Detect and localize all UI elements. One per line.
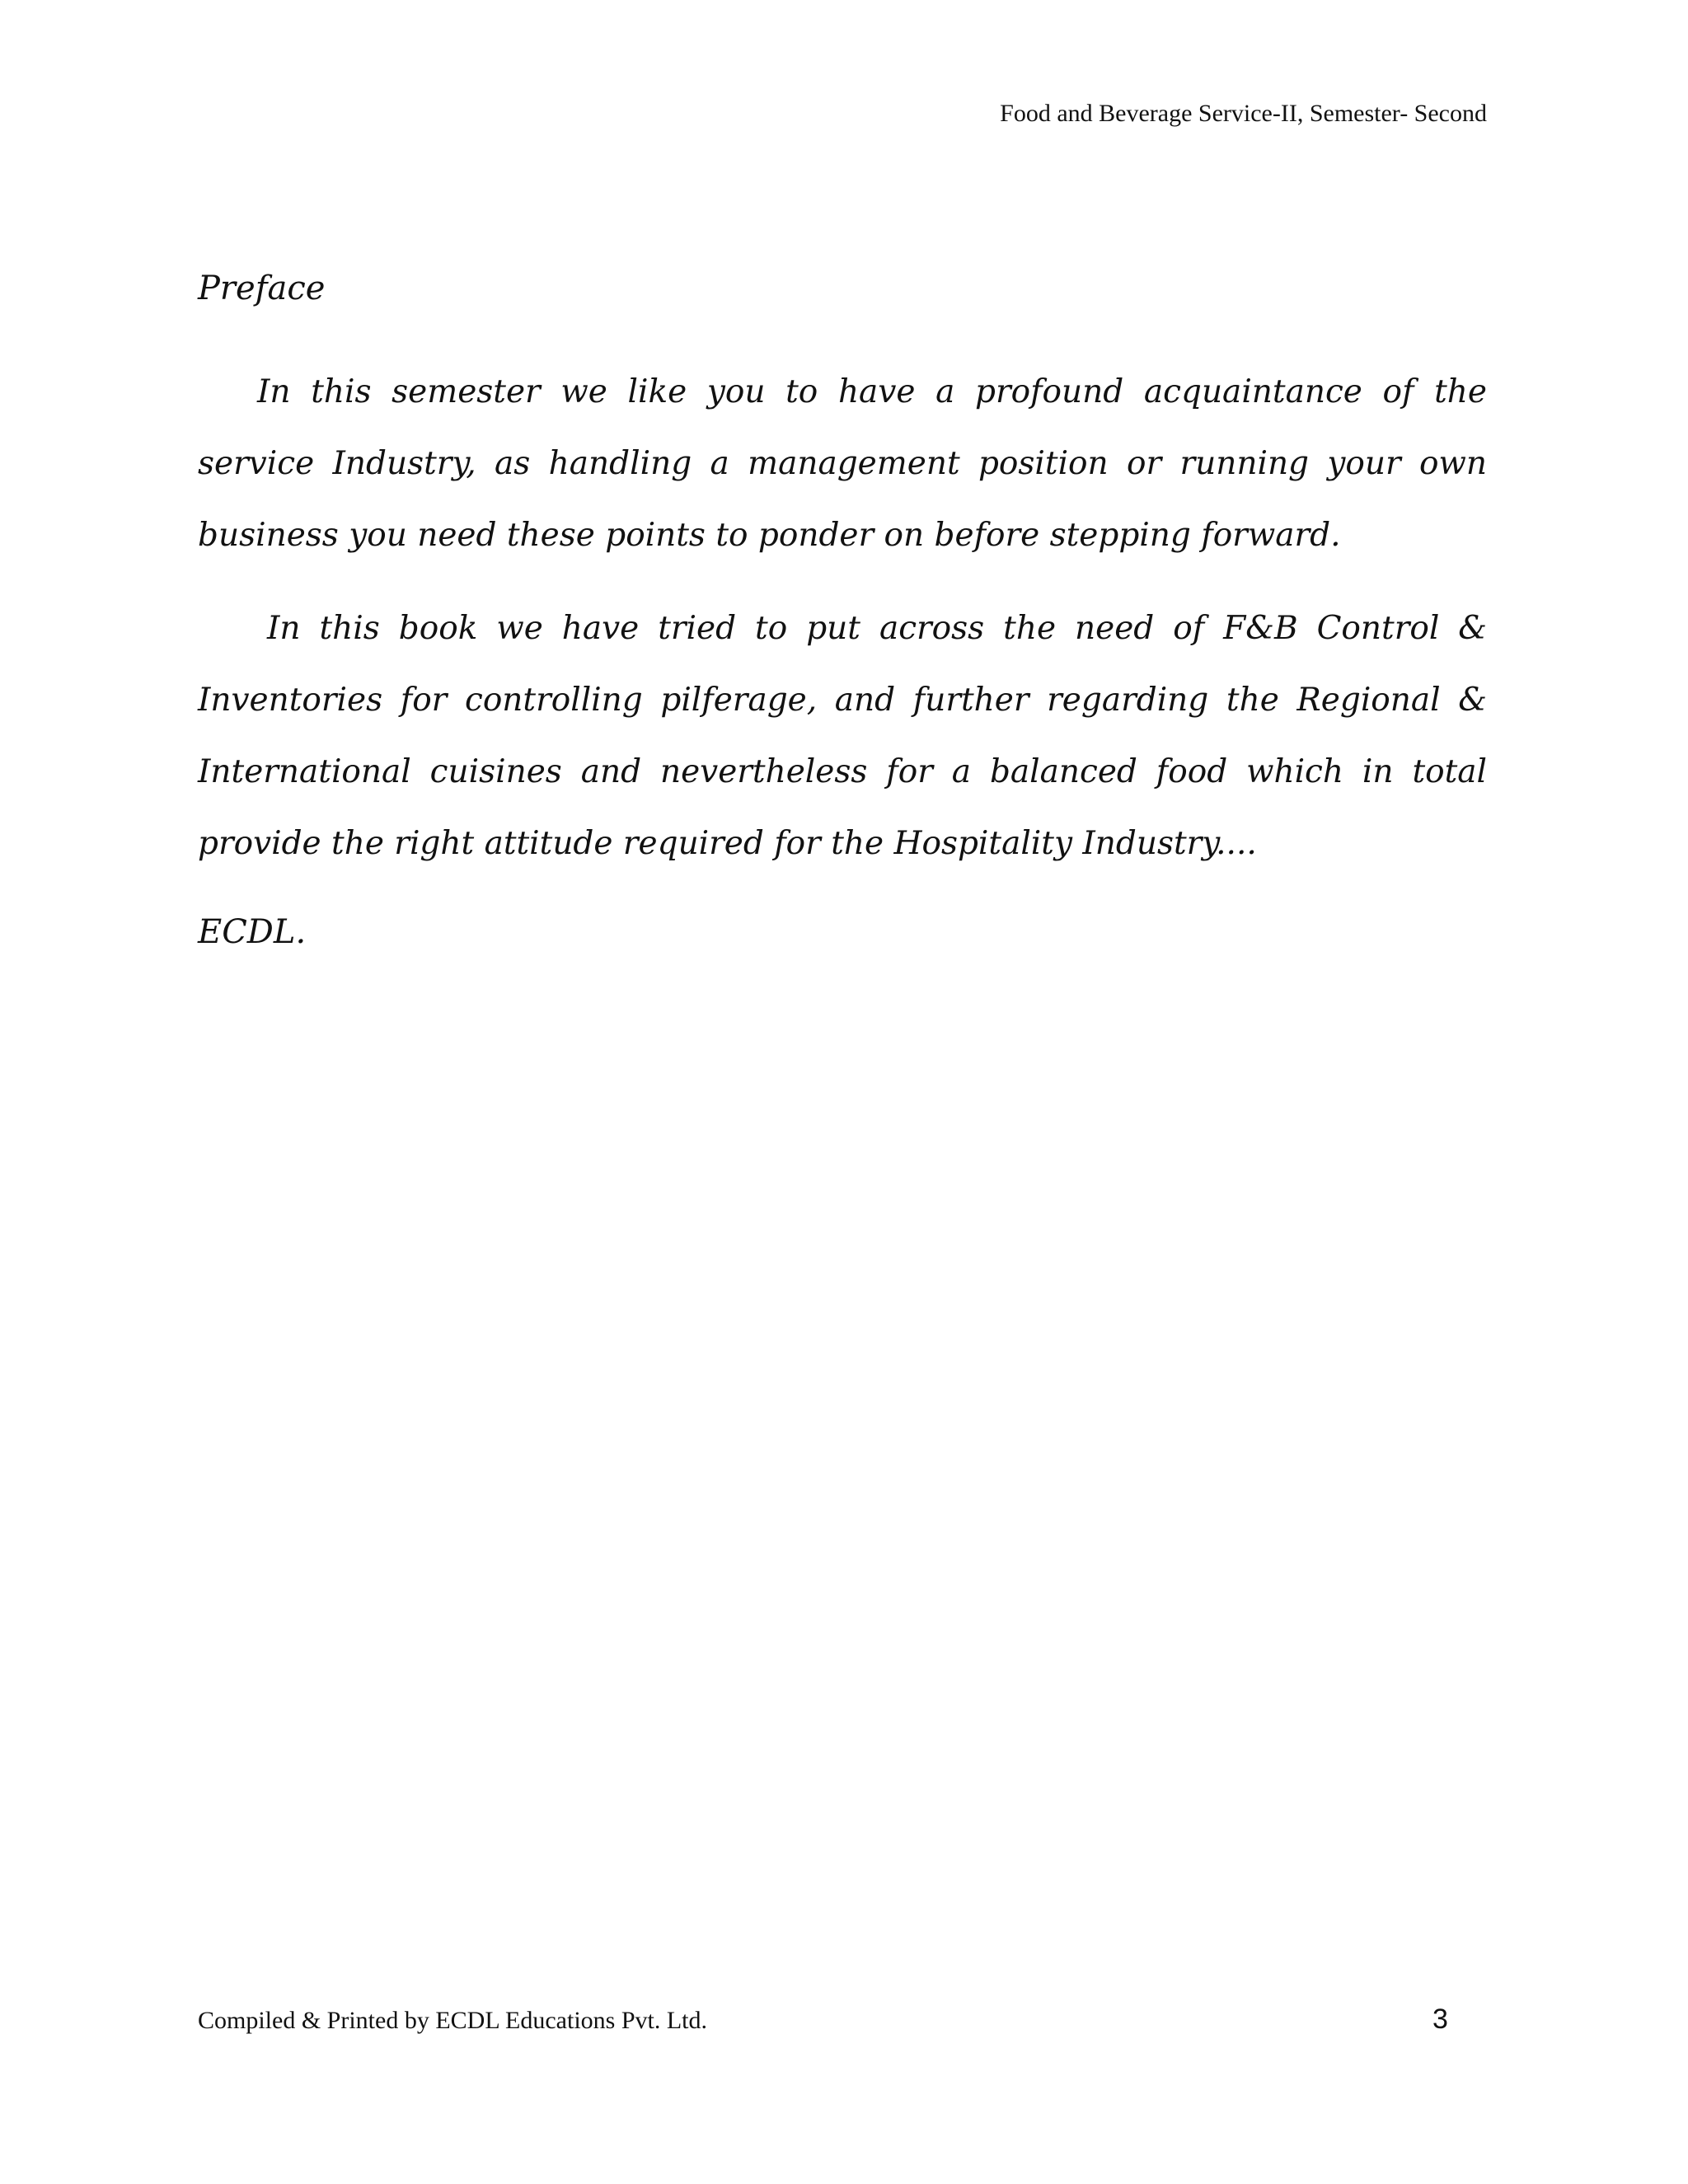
running-header: Food and Beverage Service-II, Semester- Second [1000, 100, 1487, 127]
footer-credit: Compiled & Printed by ECDL Educations Pvt. Ltd. [198, 2007, 708, 2034]
preface-body [198, 265, 1487, 955]
page-number: 3 [1432, 2004, 1448, 2035]
paragraph-1: In this semester we like you to have a profound acquaintance of the service Industry, as handling a management position or running your own business you need these points to ponder on before stepping forward. [198, 373, 1487, 554]
paragraph-2: In this book we have tried to put across the need of F&B Control & Inventories for controlling pilferage, and further regarding the Regional & International cuisines and nevertheless for a balanced food which in total provide the right attitude required for the Hospitality Industry.... [198, 610, 1487, 862]
page-title: Preface [198, 269, 326, 307]
signature: ECDL. [198, 913, 307, 951]
